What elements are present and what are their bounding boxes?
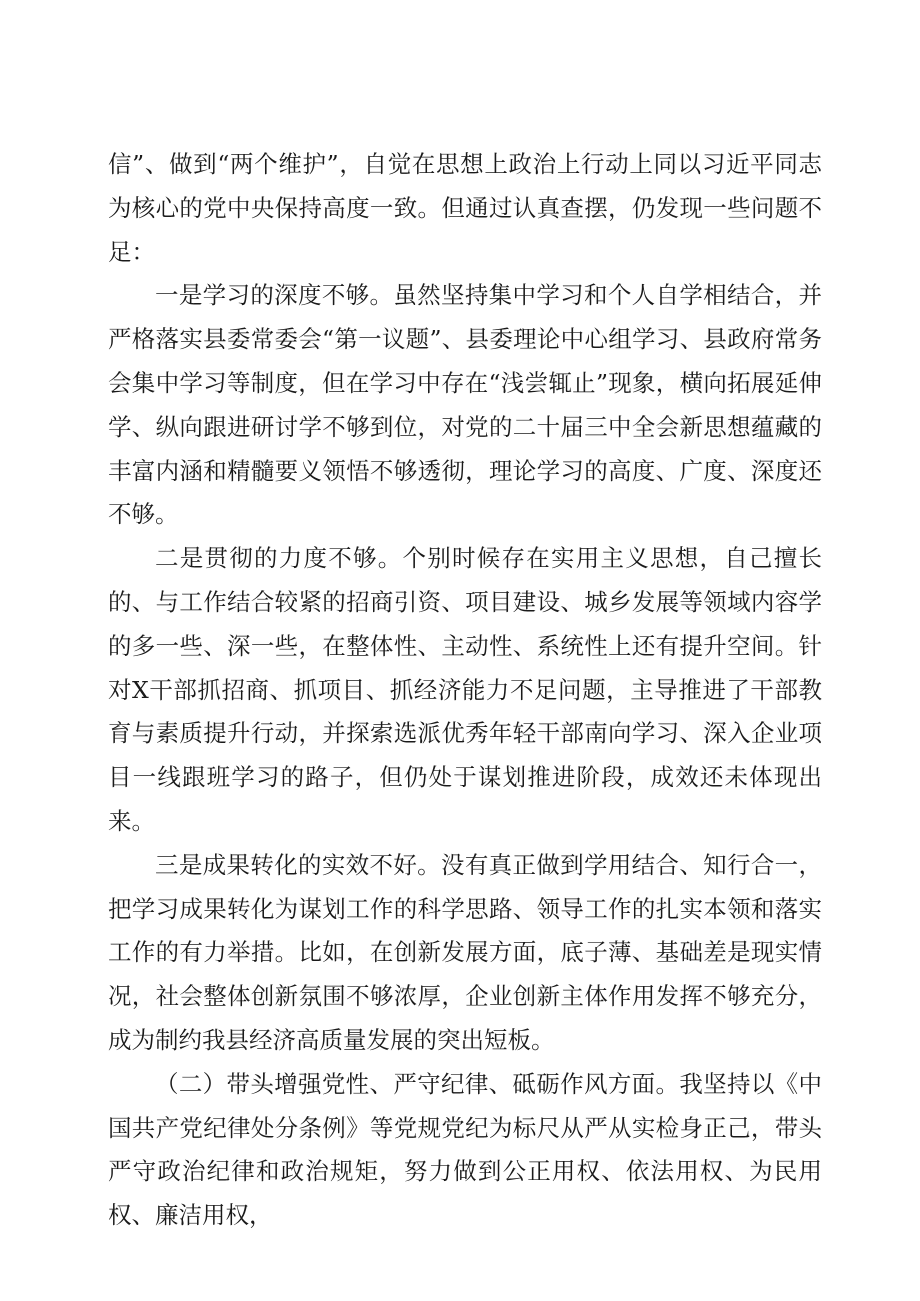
paragraph-continuation: 信”、做到“两个维护”，自觉在思想上政治上行动上同以习近平同志为核心的党中央保持高度一致。但通过认真查摆，仍发现一些问题不足： [108,150,822,266]
paragraph-implementation-strength: 二是贯彻的力度不够。个别时候存在实用主义思想，自己擅长的、与工作结合较紧的招商引资、项目建设、城乡发展等领域内容学的多一些、深一些，在整体性、主动性、系统性上还有提升空间。针对X干部抓招商、抓项目、抓经济能力不足问题，主导推进了干部教育与素质提升行动，并探索选派优秀年轻干部南向学习、深入企业项目一线跟班学习的路子，但仍处于谋划推进阶段，成效还未体现出来。 [108,544,822,835]
paragraph-study-depth: 一是学习的深度不够。虽然坚持集中学习和个人自学相结合，并严格落实县委常委会“第一议题”、县委理论中心组学习、县政府常务会集中学习等制度，但在学习中存在“浅尝辄止”现象，横向拓展延伸学、纵向跟进研讨学不够到位，对党的二十届三中全会新思想蕴藏的丰富内涵和精髓要义领悟不够透彻，理论学习的高度、广度、深度还不够。 [108,281,822,529]
paragraph-results-transformation: 三是成果转化的实效不好。没有真正做到学用结合、知行合一，把学习成果转化为谋划工作的科学思路、领导工作的扎实本领和落实工作的有力举措。比如，在创新发展方面，底子薄、基础差是现实情况，社会整体创新氛围不够浓厚，企业创新主体作用发挥不够充分，成为制约我县经济高质量发展的突出短板。 [108,850,822,1054]
paragraph-section-two: （二）带头增强党性、严守纪律、砥砺作风方面。我坚持以《中国共产党纪律处分条例》等党规党纪为标尺从严从实检身正己，带头严守政治纪律和政治规矩，努力做到公正用权、依法用权、为民用权、廉洁用权， [108,1069,822,1230]
document-body [108,143,822,1238]
